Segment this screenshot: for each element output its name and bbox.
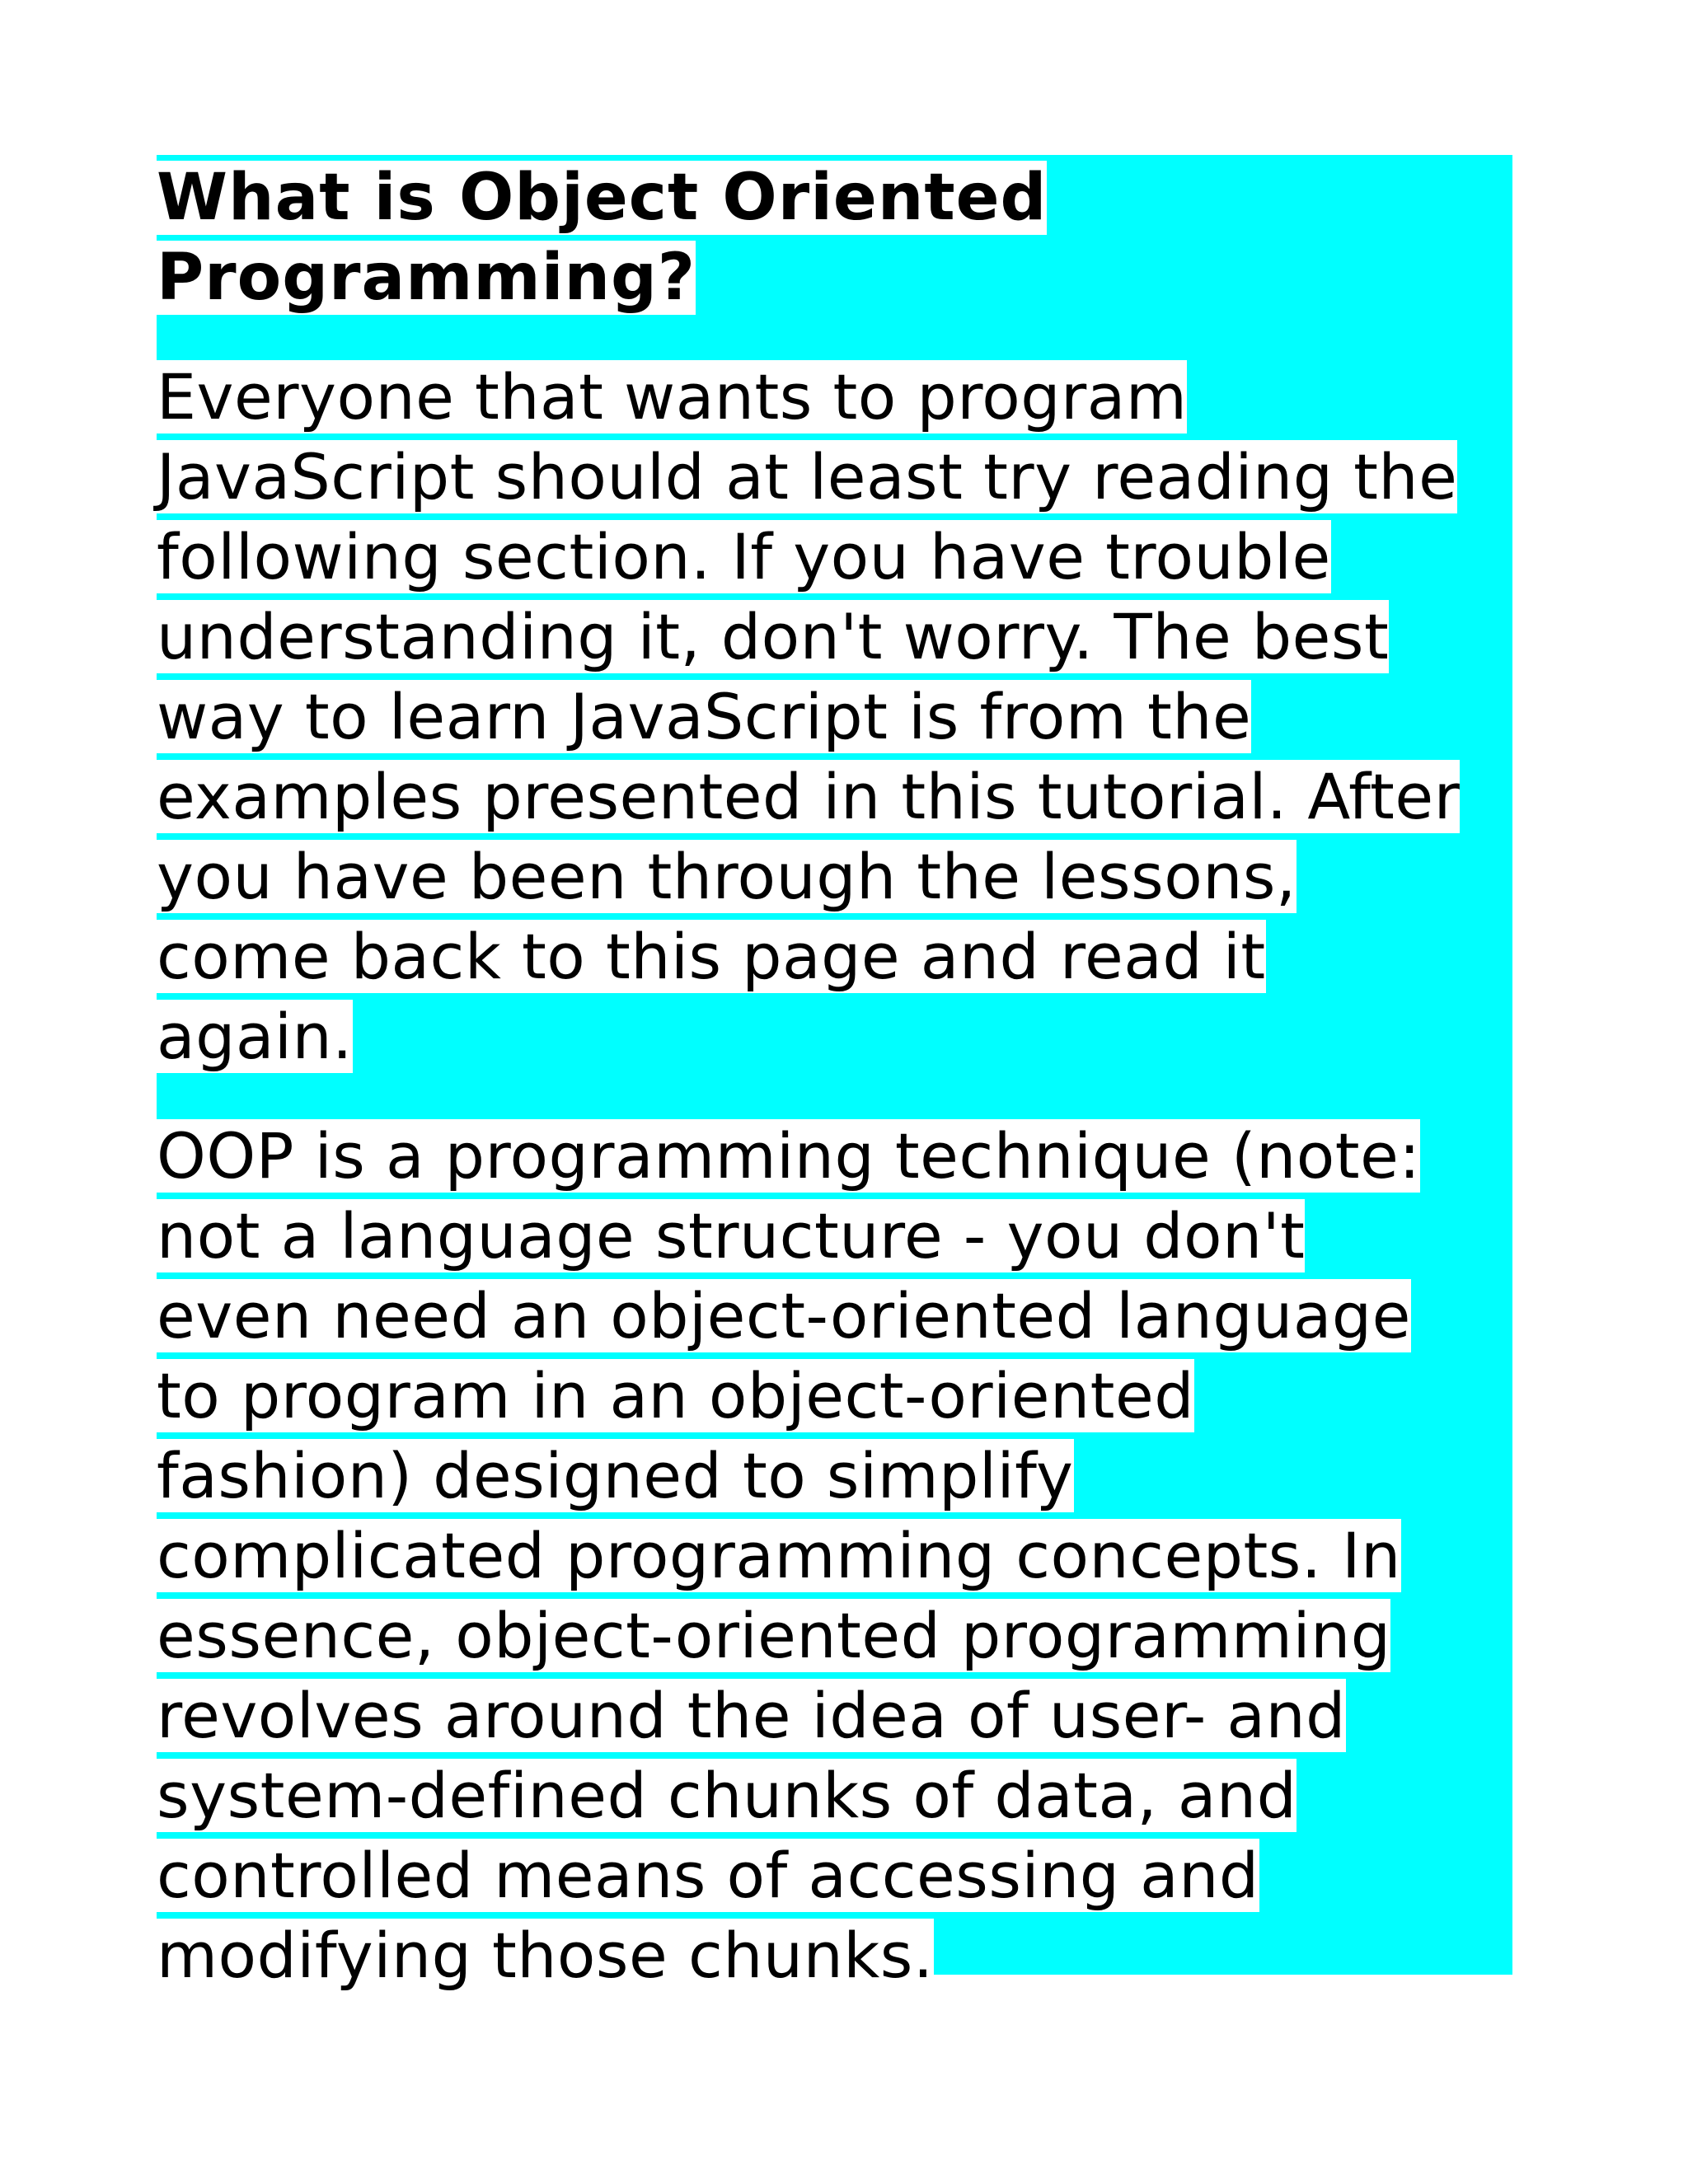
text-line: OOP is a programming technique (note:: [157, 1119, 1421, 1193]
text-line: JavaScript should at least try reading the: [157, 440, 1458, 513]
paragraph-oop: [157, 1116, 1420, 1995]
title-line: Programming?: [157, 241, 696, 315]
text-line: examples presented in this tutorial. After: [157, 760, 1461, 833]
text-line: you have been through the lessons,: [157, 840, 1296, 913]
text-line: revolves around the idea of user- and: [157, 1679, 1346, 1752]
text-line: Everyone that wants to program: [157, 360, 1188, 434]
text-line: to program in an object-oriented: [157, 1359, 1194, 1432]
text-line: fashion) designed to simplify: [157, 1439, 1074, 1512]
text-line: way to learn JavaScript is from the: [157, 680, 1252, 753]
text-line: again.: [157, 1000, 353, 1073]
title-line: What is Object Oriented: [157, 161, 1048, 235]
paragraph-intro: [157, 357, 1460, 1076]
page-title: [157, 158, 1047, 318]
text-line: understanding it, don't worry. The best: [157, 600, 1390, 673]
text-line: not a language structure - you don't: [157, 1199, 1306, 1272]
text-line: essence, object-oriented programming: [157, 1599, 1391, 1672]
text-line: following section. If you have trouble: [157, 520, 1331, 593]
text-line: come back to this page and read it: [157, 920, 1266, 993]
text-line: even need an object-oriented language: [157, 1279, 1411, 1352]
text-line: system-defined chunks of data, and: [157, 1759, 1297, 1832]
text-line: modifying those chunks.: [157, 1919, 934, 1992]
text-line: complicated programming concepts. In: [157, 1519, 1401, 1592]
text-line: controlled means of accessing and: [157, 1839, 1259, 1912]
